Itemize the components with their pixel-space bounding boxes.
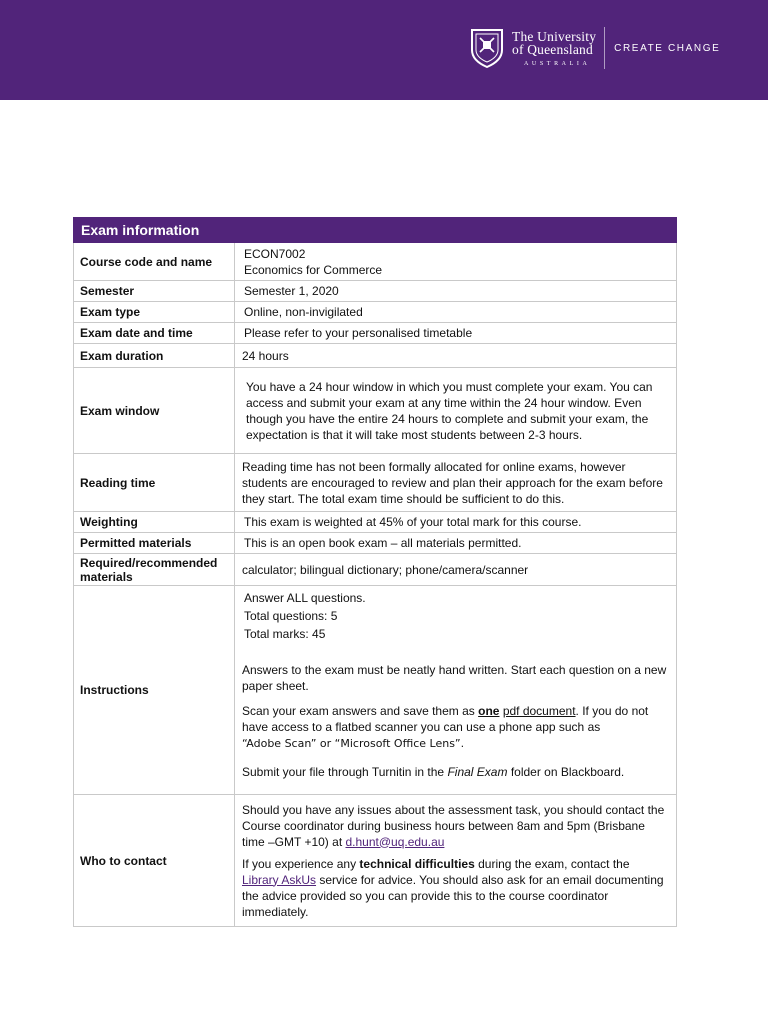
row-value-exam-window: You have a 24 hour window in which you must complete your exam. You can access and submit your exam at any time within the 24 hour window. Even though you have the entire 24 hours to complete and submit your exam, the expectation is that it will take most students between 2-3 hours. bbox=[235, 368, 677, 454]
contact-coordinator-text: Should you have any issues about the assessment task, you should contact the Course coordinator during business hours between 8am and 5pm (Brisbane time –GMT +10) at bbox=[242, 802, 665, 849]
row-label-exam-date: Exam date and time bbox=[74, 323, 235, 344]
table-row bbox=[74, 243, 677, 281]
logo-divider bbox=[604, 27, 605, 69]
row-label-exam-window: Exam window bbox=[74, 368, 235, 454]
university-country: AUSTRALIA bbox=[524, 60, 591, 67]
instructions-scan-pdf: pdf document bbox=[502, 704, 576, 718]
table-row bbox=[74, 302, 677, 323]
instructions-submit bbox=[242, 764, 668, 780]
contact-email-link[interactable]: d.hunt@uq.edu.au bbox=[345, 834, 445, 849]
row-value-instructions bbox=[235, 586, 677, 795]
row-label-reading-time: Reading time bbox=[74, 454, 235, 512]
instructions-scan-one: one bbox=[478, 704, 500, 718]
contact-technical-text-3: service for advice. You should also ask for an email documenting the advice provided so you can provide this to the course coordinator immediately. bbox=[242, 872, 664, 919]
uq-crest-icon bbox=[470, 28, 504, 68]
uq-logo[interactable] bbox=[470, 27, 720, 69]
university-name-line1: The University bbox=[512, 28, 597, 44]
instructions-scan-text: Scan your exam answers and save them as bbox=[242, 704, 479, 718]
contact-technical-text: If you experience any bbox=[242, 856, 360, 871]
contact-technical-text-2: during the exam, contact the bbox=[474, 856, 630, 871]
table-row bbox=[74, 454, 677, 512]
course-name: Economics for Commerce bbox=[244, 262, 383, 277]
row-value-required-materials: calculator; bilingual dictionary; phone/camera/scanner bbox=[235, 554, 677, 586]
row-value-course bbox=[235, 243, 677, 281]
table-row bbox=[74, 281, 677, 302]
table-title: Exam information bbox=[74, 218, 677, 243]
row-value-permitted-materials: This is an open book exam – all materials permitted. bbox=[235, 533, 677, 554]
instructions-answer-all: Answer ALL questions. bbox=[244, 591, 366, 605]
university-name-line2: of Queensland bbox=[512, 42, 593, 57]
row-label-exam-duration: Exam duration bbox=[74, 344, 235, 368]
row-label-weighting: Weighting bbox=[74, 512, 235, 533]
table-row bbox=[74, 533, 677, 554]
row-value-exam-type: Online, non-invigilated bbox=[235, 302, 677, 323]
exam-information-table bbox=[73, 217, 677, 927]
row-label-exam-type: Exam type bbox=[74, 302, 235, 323]
row-value-who-to-contact bbox=[235, 795, 677, 927]
contact-technical-bold: technical difficulties bbox=[359, 856, 475, 871]
table-row bbox=[74, 368, 677, 454]
instructions-scan-apps: “Adobe Scan” or “Microsoft Office Lens”. bbox=[242, 737, 465, 750]
row-label-required-materials: Required/recommended materials bbox=[74, 554, 235, 586]
table-row bbox=[74, 795, 677, 927]
table-row bbox=[74, 554, 677, 586]
contact-coordinator bbox=[242, 802, 668, 850]
university-name bbox=[512, 30, 596, 67]
instructions-scan-text-2: . If you do not have access to a flatbed scanner you can use a phone app such as bbox=[242, 704, 649, 734]
instructions-submit-folder: Final Exam bbox=[447, 765, 508, 779]
library-askus-link[interactable]: Library AskUs bbox=[242, 872, 317, 887]
tagline: CREATE CHANGE bbox=[614, 42, 721, 54]
course-code: ECON7002 bbox=[244, 246, 306, 261]
row-label-permitted-materials: Permitted materials bbox=[74, 533, 235, 554]
contact-technical bbox=[242, 856, 668, 920]
instructions-total-marks: Total marks: 45 bbox=[244, 627, 326, 641]
row-label-instructions: Instructions bbox=[74, 586, 235, 795]
instructions-submit-text: Submit your file through Turnitin in the bbox=[242, 765, 448, 779]
table-row bbox=[74, 344, 677, 368]
header-band bbox=[0, 0, 768, 100]
row-value-reading-time: Reading time has not been formally allocated for online exams, however students are encouraged to review and plan their approach for the exam before they start. The total exam time should be sufficient to do this. bbox=[235, 454, 677, 512]
row-label-semester: Semester bbox=[74, 281, 235, 302]
row-label-who-to-contact: Who to contact bbox=[74, 795, 235, 927]
row-value-exam-date: Please refer to your personalised timetable bbox=[235, 323, 677, 344]
instructions-total-questions: Total questions: 5 bbox=[244, 609, 338, 623]
table-row bbox=[74, 512, 677, 533]
instructions-submit-text-2: folder on Blackboard. bbox=[507, 765, 625, 779]
row-value-semester: Semester 1, 2020 bbox=[235, 281, 677, 302]
table-row bbox=[74, 586, 677, 795]
row-label-course: Course code and name bbox=[74, 243, 235, 281]
instructions-handwritten: Answers to the exam must be neatly hand written. Start each question on a new paper sheet. bbox=[242, 663, 667, 693]
instructions-scan bbox=[242, 703, 668, 752]
row-value-exam-duration: 24 hours bbox=[235, 344, 677, 368]
table-row bbox=[74, 323, 677, 344]
row-value-weighting: This exam is weighted at 45% of your total mark for this course. bbox=[235, 512, 677, 533]
